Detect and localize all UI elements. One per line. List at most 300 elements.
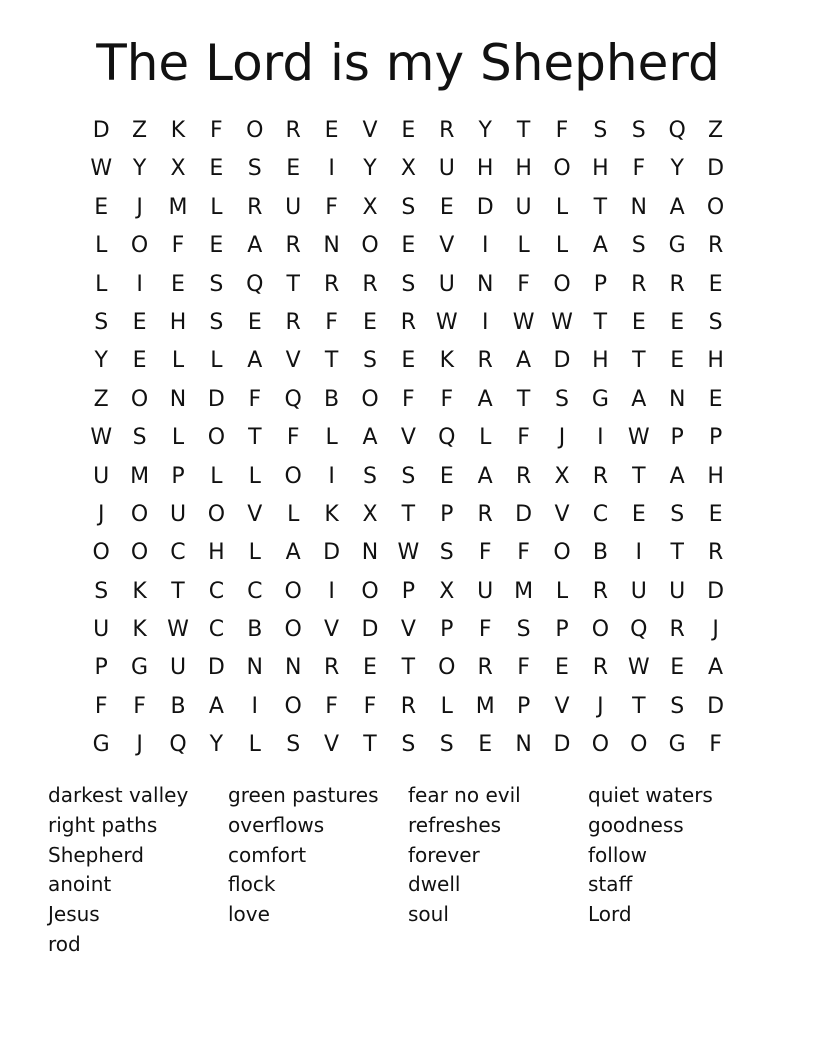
grid-letter: T [670, 540, 684, 566]
grid-letter: Y [209, 732, 224, 758]
grid-letter: X [362, 194, 378, 220]
grid-letter: O [553, 156, 571, 182]
grid-letter: U [93, 617, 110, 643]
grid-letter: F [632, 156, 646, 182]
word-list-item: soul [408, 902, 449, 927]
grid-letter: O [591, 732, 610, 758]
word-list-item: love [228, 902, 270, 927]
grid-letter: L [171, 348, 185, 374]
grid-letter: N [668, 386, 686, 412]
grid-letter: S [439, 732, 454, 758]
grid-letter: H [476, 156, 494, 182]
grid-letter: T [632, 693, 646, 719]
grid-letter: D [553, 348, 571, 374]
grid-letter: H [592, 348, 609, 374]
grid-letter: X [439, 578, 455, 604]
word-list-item: dwell [408, 872, 461, 897]
grid-letter: A [669, 463, 685, 489]
grid-letter: F [363, 693, 377, 719]
word-list-item: Shepherd [48, 842, 144, 867]
grid-letter: S [286, 732, 301, 758]
grid-letter: S [363, 463, 377, 489]
grid-letter: L [517, 233, 530, 259]
grid-letter: H [707, 463, 724, 489]
grid-row [82, 573, 734, 611]
grid-letter: D [323, 540, 341, 566]
word-list-item: Lord [588, 902, 632, 927]
grid-letter: A [631, 386, 647, 412]
grid-letter: V [247, 501, 263, 527]
grid-letter: A [208, 693, 224, 719]
grid-row [82, 419, 734, 457]
grid-letter: B [324, 386, 340, 412]
grid-letter: R [285, 233, 301, 259]
grid-letter: L [248, 463, 261, 489]
word-list-item: darkest valley [48, 783, 189, 807]
grid-letter: O [361, 386, 379, 412]
grid-letter: S [401, 271, 416, 297]
grid-letter: J [136, 194, 143, 220]
grid-letter: R [707, 540, 724, 566]
grid-letter: M [475, 693, 495, 719]
grid-letter: E [631, 309, 646, 335]
grid-row [82, 227, 734, 265]
grid-letter: N [323, 233, 340, 259]
grid-letter: R [669, 271, 685, 297]
grid-letter: V [439, 233, 455, 259]
grid-letter: J [597, 693, 604, 719]
grid-letter: R [247, 194, 263, 220]
grid-letter: S [670, 693, 685, 719]
grid-row [82, 496, 734, 534]
grid-letter: K [439, 348, 454, 374]
grid-letter: Z [93, 386, 109, 412]
grid-letter: O [284, 578, 302, 604]
grid-letter: R [477, 655, 493, 681]
word-list-item: overflows [228, 812, 325, 837]
grid-letter: P [171, 463, 185, 489]
grid-letter: S [631, 118, 646, 143]
grid-letter: T [516, 118, 531, 143]
grid-letter: W [397, 540, 420, 566]
grid-letter: Z [708, 118, 724, 143]
grid-letter: T [593, 309, 608, 335]
grid-letter: O [92, 540, 110, 566]
grid-letter: I [328, 463, 335, 489]
grid-letter: L [248, 540, 261, 566]
grid-letter: O [591, 617, 610, 643]
grid-letter: J [558, 425, 566, 451]
grid-letter: E [478, 732, 493, 758]
grid-letter: K [132, 578, 147, 604]
grid-letter: K [324, 501, 339, 527]
grid-letter: W [90, 425, 113, 451]
grid-letter: U [630, 578, 647, 604]
grid-letter: C [170, 540, 186, 566]
grid-letter: N [246, 655, 264, 681]
grid-letter: L [287, 501, 300, 527]
grid-letter: E [324, 118, 339, 143]
grid-letter: E [247, 309, 262, 335]
grid-row [82, 150, 734, 188]
grid-letter: E [631, 501, 646, 527]
grid-letter: F [325, 693, 338, 719]
grid-letter: F [171, 233, 185, 259]
grid-letter: T [248, 425, 262, 451]
grid-letter: S [401, 463, 416, 489]
grid-letter: T [171, 578, 185, 604]
grid-letter: S [209, 309, 224, 335]
grid-letter: F [402, 386, 415, 412]
grid-letter: S [401, 732, 416, 758]
grid-letter: P [555, 617, 569, 643]
grid-letter: G [668, 732, 686, 758]
grid-letter: I [136, 271, 143, 297]
grid-letter: E [670, 655, 685, 681]
grid-letter: E [401, 348, 416, 374]
grid-letter: U [438, 271, 455, 297]
grid-row [82, 189, 734, 227]
grid-letter: F [709, 732, 722, 758]
grid-letter: C [592, 501, 609, 527]
grid-letter: Q [438, 425, 456, 451]
grid-letter: C [208, 617, 225, 643]
grid-letter: E [670, 309, 685, 335]
grid-letter: R [515, 463, 532, 489]
grid-letter: A [516, 348, 532, 374]
grid-letter: T [632, 348, 646, 374]
grid-letter: S [401, 194, 416, 220]
grid-letter: A [477, 386, 493, 412]
grid-letter: T [593, 194, 608, 220]
grid-letter: S [516, 617, 531, 643]
grid-letter: O [630, 732, 648, 758]
grid-letter: U [93, 463, 110, 489]
grid-letter: D [553, 732, 571, 758]
grid-letter: P [440, 501, 454, 527]
grid-letter: E [401, 118, 416, 143]
grid-letter: E [363, 655, 377, 681]
grid-letter: T [363, 732, 377, 758]
grid-letter: S [132, 425, 147, 451]
grid-letter: N [284, 655, 302, 681]
grid-letter: F [517, 425, 530, 451]
grid-letter: T [286, 271, 300, 297]
grid-letter: W [90, 156, 113, 182]
grid-letter: T [324, 348, 339, 374]
grid-letter: V [285, 348, 301, 374]
grid-letter: S [631, 233, 646, 259]
grid-letter: T [516, 386, 531, 412]
grid-letter: K [170, 118, 186, 143]
grid-letter: V [400, 425, 416, 451]
grid-letter: R [285, 309, 301, 335]
grid-row [82, 534, 734, 572]
grid-letter: A [362, 425, 378, 451]
grid-letter: F [94, 693, 108, 719]
grid-letter: B [170, 693, 186, 719]
grid-letter: G [591, 386, 609, 412]
grid-letter: R [323, 271, 340, 297]
grid-letter: F [325, 309, 338, 335]
grid-letter: C [247, 578, 263, 604]
grid-letter: U [169, 501, 187, 527]
grid-letter: H [169, 309, 187, 335]
word-list-item: fear no evil [408, 783, 521, 807]
word-list-item: green pastures [228, 783, 379, 807]
grid-letter: S [209, 271, 224, 297]
grid-letter: V [554, 693, 570, 719]
grid-letter: R [362, 271, 378, 297]
grid-letter: M [168, 194, 188, 220]
word-list-item: flock [228, 872, 276, 897]
grid-letter: S [555, 386, 569, 412]
grid-letter: J [712, 617, 719, 643]
word-list-item: Jesus [48, 902, 100, 927]
grid-letter: H [592, 156, 609, 182]
grid-row [82, 266, 734, 304]
grid-letter: R [285, 118, 301, 143]
grid-letter: N [169, 386, 187, 412]
grid-letter: F [555, 118, 569, 143]
grid-letter: A [592, 233, 608, 259]
grid-letter: S [247, 156, 262, 182]
grid-letter: G [131, 655, 149, 681]
grid-letter: O [438, 655, 456, 681]
grid-letter: P [440, 617, 454, 643]
grid-letter: I [481, 309, 489, 335]
grid-letter: E [286, 156, 301, 182]
grid-letter: U [285, 194, 302, 220]
word-list-item: refreshes [408, 812, 502, 837]
grid-letter: M [514, 578, 534, 604]
grid-letter: E [708, 271, 723, 297]
grid-letter: R [477, 501, 493, 527]
grid-letter: Y [478, 118, 492, 143]
grid-letter: S [708, 309, 723, 335]
puzzle-title: The Lord is my Shepherd [96, 34, 720, 92]
grid-letter: O [130, 501, 149, 527]
grid-letter: Y [363, 156, 377, 182]
grid-row [82, 688, 734, 726]
grid-letter: M [130, 463, 150, 489]
grid-letter: G [668, 233, 686, 259]
grid-letter: L [325, 425, 338, 451]
grid-letter: V [324, 617, 340, 643]
grid-letter: N [476, 271, 494, 297]
grid-letter: B [592, 540, 608, 566]
grid-letter: N [515, 732, 532, 758]
grid-letter: P [401, 578, 416, 604]
grid-letter: R [400, 309, 417, 335]
grid-letter: K [132, 617, 147, 643]
grid-letter: E [555, 655, 569, 681]
grid-letter: W [435, 309, 458, 335]
grid-letter: D [707, 693, 725, 719]
grid-letter: O [553, 271, 571, 297]
grid-letter: N [630, 194, 648, 220]
grid-letter: S [94, 309, 109, 335]
grid-letter: E [363, 309, 377, 335]
grid-letter: V [324, 732, 340, 758]
grid-row [82, 726, 734, 764]
grid-letter: W [167, 617, 189, 643]
grid-letter: F [517, 540, 530, 566]
grid-letter: F [478, 540, 492, 566]
grid-letter: L [555, 233, 569, 259]
grid-letter: S [670, 501, 685, 527]
grid-letter: S [593, 118, 608, 143]
grid-letter: H [515, 156, 532, 182]
grid-letter: O [361, 233, 379, 259]
grid-letter: D [207, 655, 225, 681]
grid-letter: T [632, 463, 646, 489]
grid-letter: Q [668, 118, 686, 143]
grid-letter: O [553, 540, 571, 566]
grid-letter: A [247, 348, 263, 374]
grid-letter: F [248, 386, 262, 412]
grid-letter: L [210, 194, 223, 220]
word-list-item: forever [408, 842, 480, 867]
grid-letter: D [707, 156, 725, 182]
grid-letter: O [361, 578, 379, 604]
grid-letter: P [593, 271, 608, 297]
grid-row [82, 611, 734, 649]
grid-letter: O [284, 693, 302, 719]
grid-letter: C [208, 578, 225, 604]
grid-letter: O [207, 501, 226, 527]
grid-letter: F [325, 194, 338, 220]
grid-letter: P [708, 425, 723, 451]
grid-letter: O [246, 118, 264, 143]
grid-letter: E [171, 271, 185, 297]
grid-letter: O [130, 540, 149, 566]
grid-letter: I [251, 693, 259, 719]
grid-row [82, 649, 734, 687]
grid-letter: E [439, 194, 454, 220]
grid-letter: P [670, 425, 684, 451]
grid-letter: P [516, 693, 531, 719]
grid-letter: U [438, 156, 455, 182]
grid-letter: D [476, 194, 494, 220]
grid-letter: A [477, 463, 493, 489]
grid-letter: O [130, 233, 149, 259]
grid-letter: L [95, 271, 108, 297]
grid-letter: Q [284, 386, 302, 412]
grid-letter: J [136, 732, 143, 758]
grid-letter: E [670, 348, 685, 374]
grid-letter: E [708, 501, 723, 527]
letter-grid [82, 112, 734, 765]
grid-letter: P [94, 655, 108, 681]
grid-letter: D [361, 617, 379, 643]
grid-letter: D [207, 386, 225, 412]
grid-letter: L [248, 732, 261, 758]
grid-row [82, 342, 734, 380]
word-list-item: rod [48, 932, 81, 956]
grid-letter: U [477, 578, 494, 604]
grid-letter: E [132, 348, 147, 374]
grid-letter: R [592, 655, 609, 681]
grid-letter: O [706, 194, 725, 220]
grid-letter: O [130, 386, 149, 412]
grid-letter: E [132, 309, 147, 335]
word-list-item: anoint [48, 872, 112, 897]
grid-letter: R [323, 655, 340, 681]
grid-letter: F [210, 118, 223, 143]
grid-letter: I [328, 578, 335, 604]
grid-letter: L [171, 425, 185, 451]
grid-letter: D [707, 578, 725, 604]
grid-letter: E [439, 463, 454, 489]
grid-letter: D [515, 501, 533, 527]
word-list-item: right paths [48, 812, 158, 837]
grid-letter: B [247, 617, 263, 643]
grid-letter: G [92, 732, 110, 758]
grid-letter: J [97, 501, 105, 527]
grid-letter: R [400, 693, 417, 719]
word-list-item: comfort [228, 842, 307, 867]
grid-letter: L [555, 194, 569, 220]
grid-letter: F [133, 693, 146, 719]
grid-letter: R [592, 463, 609, 489]
grid-letter: Y [94, 348, 108, 374]
grid-letter: A [247, 233, 263, 259]
word-list-item: follow [588, 842, 647, 867]
grid-letter: X [170, 156, 186, 182]
grid-letter: R [669, 617, 685, 643]
grid-letter: Y [132, 156, 147, 182]
grid-row [82, 112, 734, 150]
grid-letter: L [210, 348, 223, 374]
grid-letter: L [440, 693, 453, 719]
grid-letter: F [478, 617, 492, 643]
grid-letter: L [95, 233, 108, 259]
grid-letter: Q [169, 732, 187, 758]
grid-letter: L [479, 425, 492, 451]
grid-letter: S [94, 578, 109, 604]
grid-letter: R [439, 118, 455, 143]
grid-letter: H [208, 540, 225, 566]
grid-letter: T [401, 655, 416, 681]
grid-letter: Q [630, 617, 648, 643]
grid-letter: E [401, 233, 416, 259]
grid-row [82, 458, 734, 496]
grid-letter: L [555, 578, 569, 604]
grid-letter: L [210, 463, 223, 489]
grid-letter: I [328, 156, 335, 182]
grid-letter: X [554, 463, 570, 489]
grid-letter: H [707, 348, 724, 374]
grid-letter: W [551, 309, 573, 335]
grid-letter: X [362, 501, 378, 527]
grid-letter: R [477, 348, 493, 374]
grid-letter: F [440, 386, 454, 412]
grid-letter: U [515, 194, 532, 220]
grid-letter: U [669, 578, 686, 604]
word-list-item: staff [588, 872, 633, 897]
grid-letter: I [481, 233, 489, 259]
grid-letter: A [669, 194, 685, 220]
grid-letter: O [284, 463, 302, 489]
grid-letter: O [207, 425, 226, 451]
grid-letter: W [512, 309, 535, 335]
word-list-item: quiet waters [588, 783, 713, 807]
grid-letter: X [400, 156, 416, 182]
grid-letter: S [363, 348, 377, 374]
grid-row [82, 381, 734, 419]
grid-letter: D [92, 118, 110, 143]
